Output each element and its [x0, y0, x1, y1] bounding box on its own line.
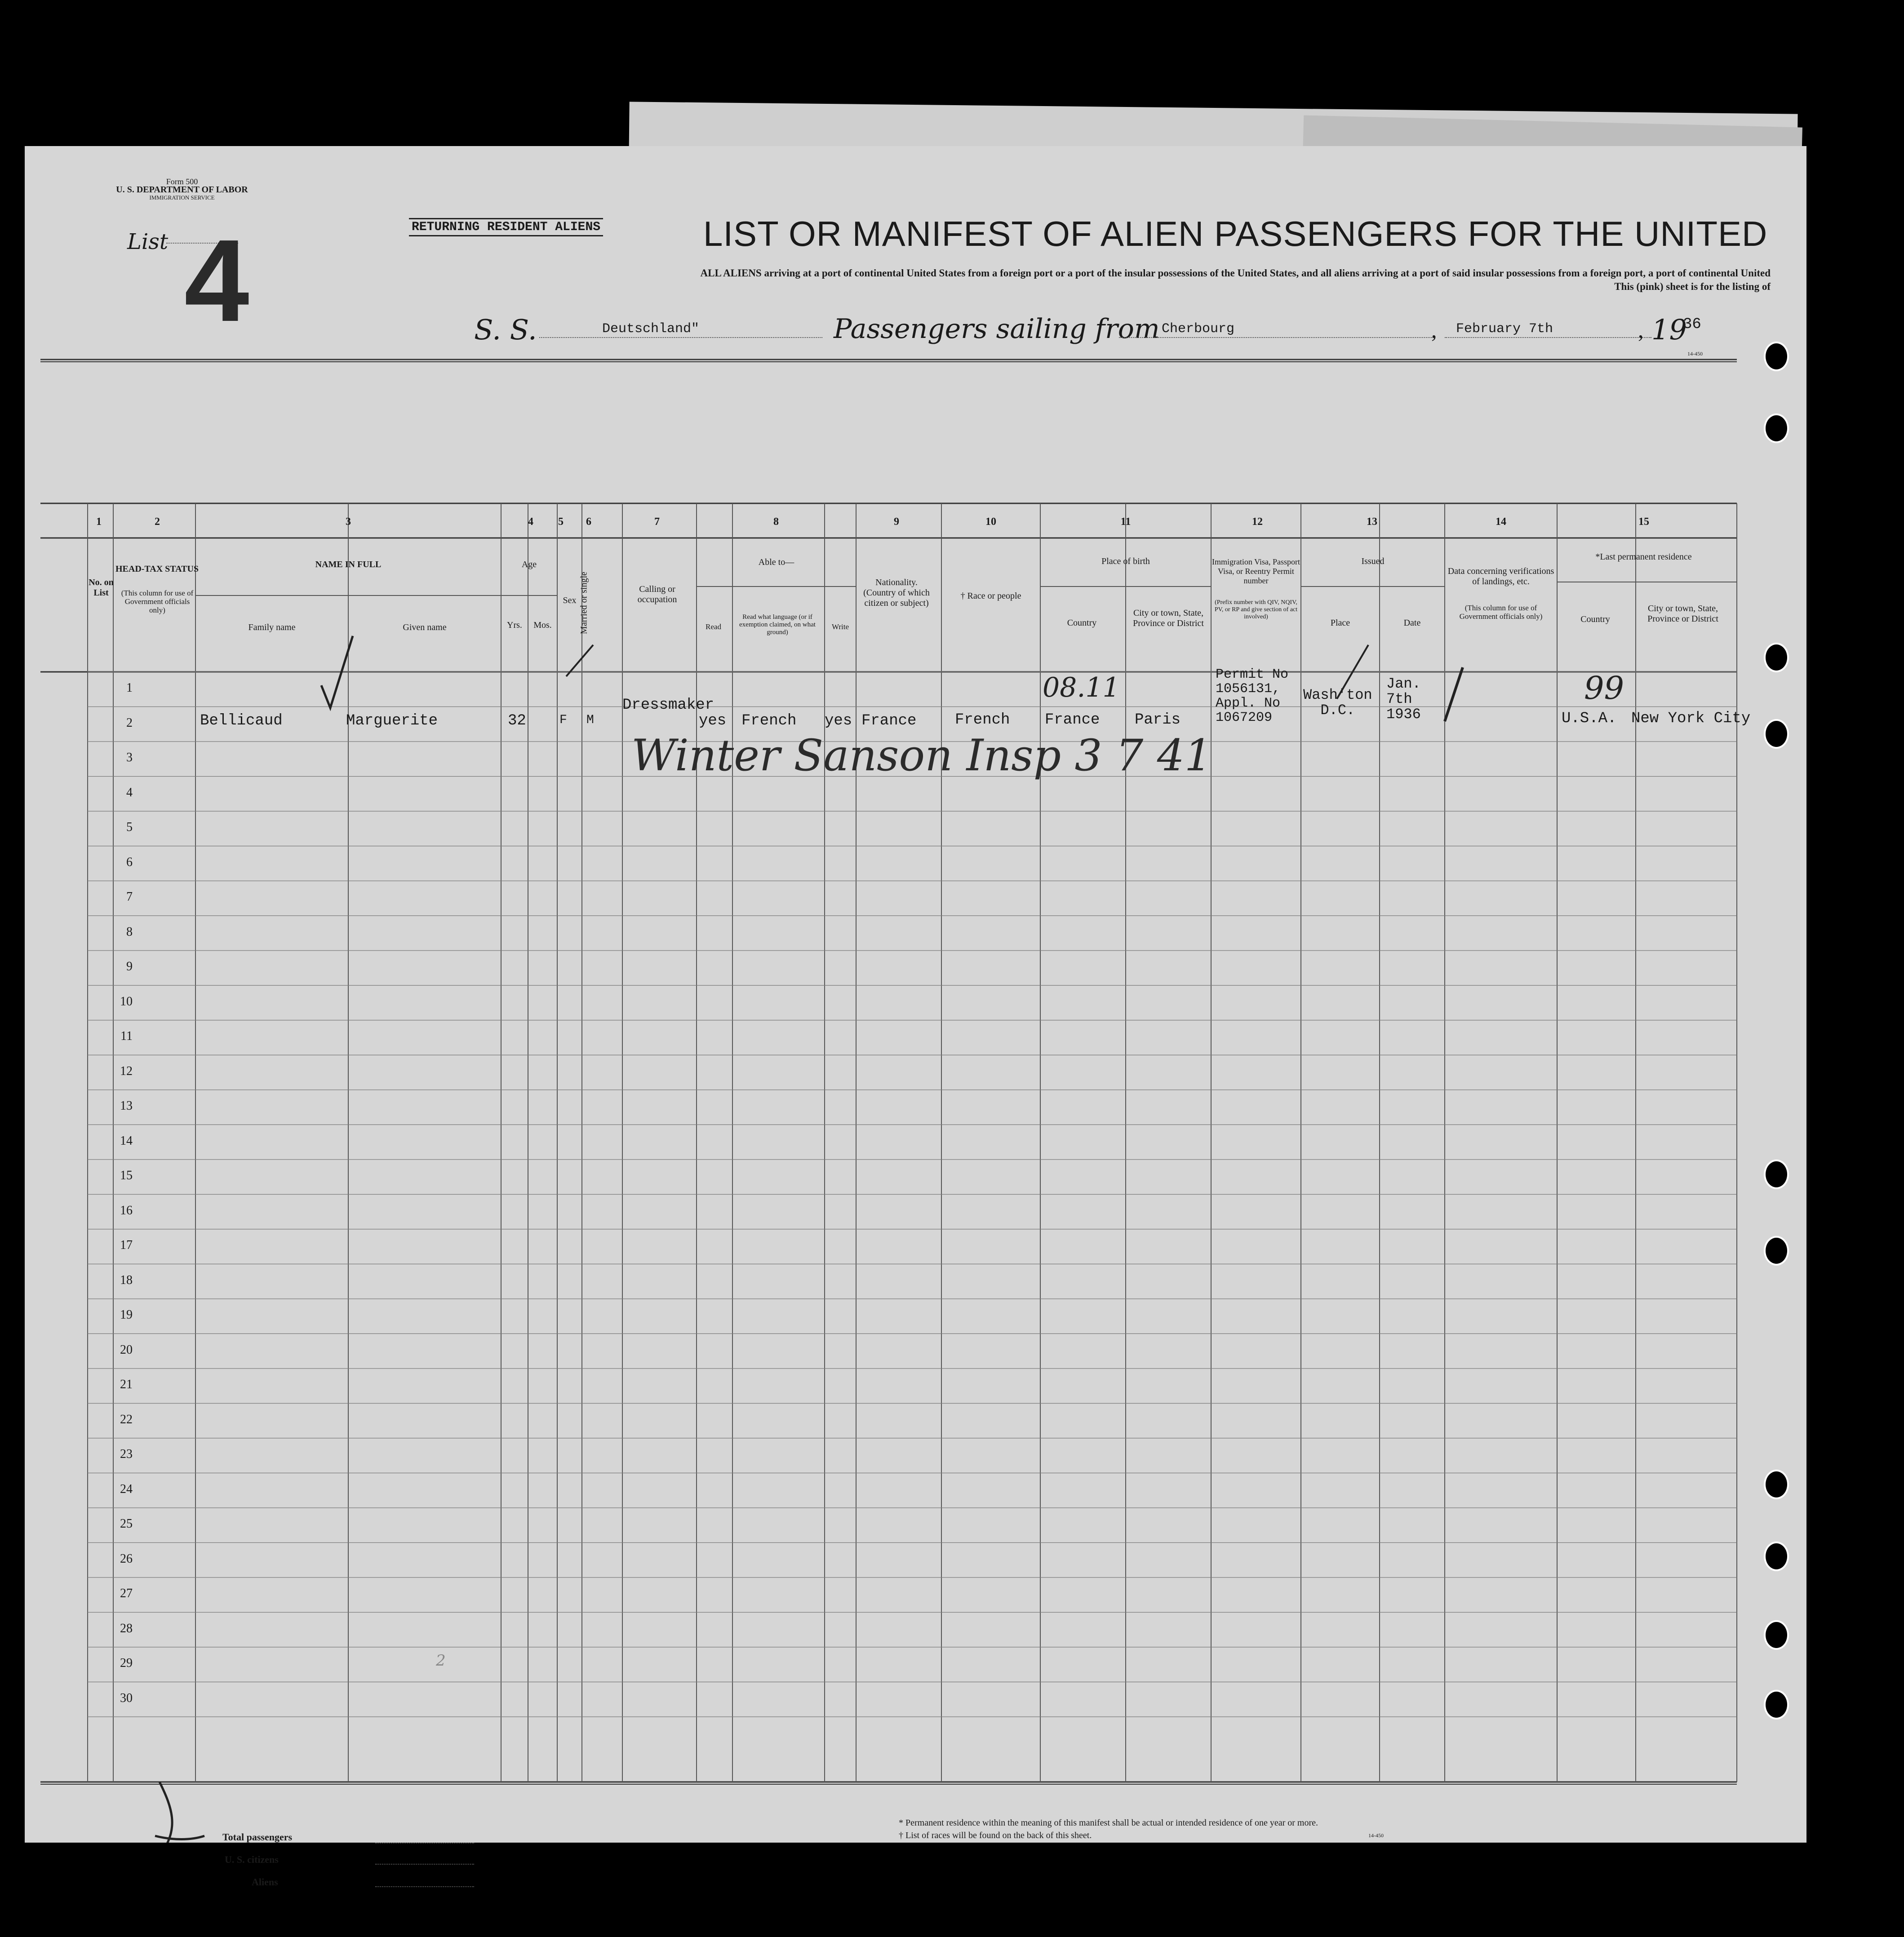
list-number: 4: [184, 216, 249, 346]
sex: F: [559, 713, 567, 727]
year-prefix: 19: [1651, 313, 1687, 346]
row-number: 13: [120, 1099, 133, 1113]
hdr-head-tax: HEAD-TAX STATUS: [115, 564, 199, 574]
hdr-issued-place: Place: [1330, 618, 1350, 628]
issued-place-line-1: Wash'ton: [1303, 687, 1372, 703]
footer-line-2: [375, 1864, 474, 1865]
age-yrs: 32: [508, 712, 526, 729]
port-name: Cherbourg: [1162, 321, 1235, 337]
row-number: 25: [120, 1517, 133, 1531]
footer-note-1: * Permanent residence within the meaning of this manifest shall be actual or intended residence of one year or more.: [899, 1818, 1318, 1828]
hdr-given-name: Given name: [403, 622, 447, 632]
row-number: 9: [126, 960, 133, 973]
row-number: 3: [126, 751, 133, 764]
hdr-name-in-full: NAME IN FULL: [315, 560, 382, 569]
hdr-birth-city: City or town, State, Province or District: [1133, 608, 1204, 628]
list-label: List: [127, 229, 169, 254]
hdr-read-language: Read what language (or if exemption claimed, on what ground): [739, 613, 816, 636]
col-num-7: 7: [654, 516, 660, 528]
instructions: ALL ALIENS arriving at a port of continental United States from a foreign port or a port of the insular possessions of the United States, and all aliens arriving at a port of said insular possessions from a foreign port, a port of continental United: [700, 267, 1771, 279]
binder-hole: [1764, 719, 1789, 749]
comma2: ,: [1638, 317, 1644, 342]
residence-city: New York City: [1631, 710, 1751, 727]
department: U. S. DEPARTMENT OF LABOR: [116, 185, 248, 195]
row-number: 16: [120, 1203, 133, 1217]
family-name: Bellicaud: [200, 712, 283, 729]
col-num-15: 15: [1638, 516, 1649, 528]
hdr-verification: Data concerning verifications of landings, etc.: [1447, 566, 1554, 586]
year-suffix: 36: [1683, 316, 1701, 333]
hdr-able-to: Able to—: [758, 557, 794, 567]
issued-date-line-3: 1936: [1386, 706, 1421, 723]
row-number: 19: [120, 1308, 133, 1322]
footer-line-1: [375, 1843, 474, 1844]
hdr-calling: Calling or occupation: [637, 584, 677, 604]
row-number: 1: [126, 681, 133, 695]
row-number: 24: [120, 1482, 133, 1496]
instructions-2: This (pink) sheet is for the listing of: [1614, 281, 1771, 292]
row-number: 14: [120, 1133, 133, 1148]
binder-hole: [1764, 1470, 1789, 1499]
hdr-head-tax-note: (This column for use of Government officials only): [121, 589, 194, 614]
birth-country: France: [1045, 711, 1100, 729]
hdr-place-of-birth: Place of birth: [1101, 556, 1150, 566]
residence-country: U.S.A.: [1562, 710, 1617, 727]
hdr-family-name: Family name: [248, 622, 296, 632]
footer-code: 14-450: [1368, 1832, 1384, 1839]
col-num-8: 8: [773, 516, 779, 528]
residence-code-annotation: 99: [1584, 670, 1624, 706]
hdr-read: Read: [706, 622, 721, 631]
occupation: Dressmaker: [622, 697, 715, 714]
row-number: 17: [120, 1238, 133, 1252]
birth-city: Paris: [1135, 711, 1181, 729]
row-number: 28: [120, 1621, 133, 1635]
hdr-age: Age: [521, 560, 537, 569]
marital-status: M: [586, 713, 594, 727]
hdr-issued-date: Date: [1403, 618, 1421, 628]
service: IMMIGRATION SERVICE: [149, 194, 215, 201]
row-number: 8: [126, 924, 133, 939]
col-num-13: 13: [1367, 516, 1377, 528]
col-num-10: 10: [985, 516, 996, 528]
row-number: 27: [120, 1586, 133, 1600]
binder-hole: [1764, 342, 1789, 371]
col-num-6: 6: [586, 516, 591, 528]
returning-resident-stamp: RETURNING RESIDENT ALIENS: [409, 218, 603, 236]
row-number: 29: [120, 1656, 133, 1670]
row-number: 10: [120, 994, 133, 1008]
comma: ,: [1431, 317, 1437, 342]
issued-place: [1303, 688, 1372, 718]
hdr-race: † Race or people: [960, 591, 1021, 601]
nationality: France: [861, 712, 917, 729]
binder-hole: [1764, 1620, 1789, 1650]
row-number: 5: [126, 820, 133, 834]
issued-date-line-2: 7th: [1386, 691, 1412, 707]
issued-date: [1386, 676, 1421, 722]
col-num-9: 9: [894, 516, 899, 528]
visa-line-1: Permit No: [1216, 667, 1289, 682]
form-code-top: 14-450: [1687, 351, 1703, 357]
row-number: 23: [120, 1447, 133, 1461]
visa-line-4: 1067209: [1216, 710, 1273, 725]
footer-total-passengers: Total passengers: [222, 1831, 293, 1843]
row-number: 7: [126, 890, 133, 904]
hdr-birth-country: Country: [1067, 618, 1097, 628]
hdr-sex: Sex: [563, 595, 577, 605]
read-language: French: [741, 712, 797, 729]
hdr-nationality: Nationality. (Country of which citizen or subject): [863, 578, 930, 608]
footer-us-citizens: U. S. citizens: [225, 1854, 279, 1865]
row-number: 18: [120, 1273, 133, 1287]
col-num-2: 2: [155, 516, 160, 528]
issued-place-line-2: D.C.: [1320, 702, 1355, 719]
binder-hole: [1764, 1542, 1789, 1571]
sailing-date: February 7th: [1456, 321, 1553, 337]
col-num-5: 5: [558, 516, 564, 528]
hdr-residence: *Last permanent residence: [1595, 552, 1692, 562]
row-number: 26: [120, 1551, 133, 1566]
binder-hole: [1764, 643, 1789, 672]
hdr-res-country: Country: [1580, 614, 1610, 624]
ss-label: S. S.: [474, 313, 537, 346]
row-number: 22: [120, 1412, 133, 1426]
inspector-remark: Winter Sanson Insp 3 7 41: [631, 730, 1212, 781]
ship-name: Deutschland": [602, 321, 700, 337]
hdr-married: Married or single: [579, 572, 589, 634]
hdr-res-city: City or town, State, Province or District: [1647, 604, 1718, 624]
col-num-1: 1: [96, 516, 102, 528]
row-number: 30: [120, 1691, 133, 1705]
footer-line-3: [375, 1886, 474, 1887]
birth-code-annotation: 08.11: [1043, 672, 1120, 703]
issued-date-line-1: Jan.: [1386, 675, 1421, 692]
binder-hole: [1764, 1160, 1789, 1189]
row-number: 11: [120, 1029, 133, 1043]
col-num-3: 3: [346, 516, 351, 528]
binder-hole: [1764, 413, 1789, 443]
visa-line-2: 1056131,: [1216, 681, 1281, 697]
hdr-visa-note: (Prefix number with QIV, NQIV, PV, or RP and give section of act involved): [1214, 599, 1298, 620]
write: yes: [825, 712, 852, 729]
row-number: 15: [120, 1168, 133, 1182]
row-number: 4: [126, 785, 133, 800]
footer-aliens: Aliens: [252, 1876, 278, 1888]
hdr-write: Write: [831, 622, 849, 631]
row-number: 6: [126, 855, 133, 869]
race: French: [955, 711, 1010, 729]
row-number: 12: [120, 1064, 133, 1078]
hdr-visa: Immigration Visa, Passport Visa, or Reentry Permit number: [1212, 557, 1300, 585]
hdr-no-on-list: No. on List: [89, 578, 114, 598]
given-name: Marguerite: [346, 712, 438, 729]
visa-line-3: Appl. No: [1216, 696, 1281, 711]
sailing-label: Passengers sailing from: [834, 313, 1160, 345]
row-number: 20: [120, 1342, 133, 1357]
row-number: 21: [120, 1377, 133, 1391]
col-num-4: 4: [528, 516, 533, 528]
binder-hole: [1764, 1236, 1789, 1266]
page-mark: 2: [436, 1652, 446, 1670]
hdr-yrs: Yrs.: [507, 620, 522, 630]
footer-note-2: † List of races will be found on the back of this sheet.: [899, 1830, 1092, 1840]
visa-number: [1216, 667, 1288, 725]
hdr-mos: Mos.: [533, 620, 552, 630]
read: yes: [699, 712, 727, 729]
form-number: Form 500: [166, 177, 198, 186]
col-num-12: 12: [1252, 516, 1263, 528]
form-title: LIST OR MANIFEST OF ALIEN PASSENGERS FOR THE UNITED: [703, 214, 1768, 253]
manifest-grid: [25, 146, 1806, 1843]
col-num-14: 14: [1496, 516, 1506, 528]
row-number: 2: [126, 715, 133, 730]
manifest-sheet: [25, 146, 1806, 1888]
binder-hole: [1764, 1690, 1789, 1719]
hdr-verification-note: (This column for use of Government officials only): [1459, 604, 1543, 621]
hdr-issued: Issued: [1361, 556, 1385, 566]
col-num-11: 11: [1120, 516, 1131, 528]
